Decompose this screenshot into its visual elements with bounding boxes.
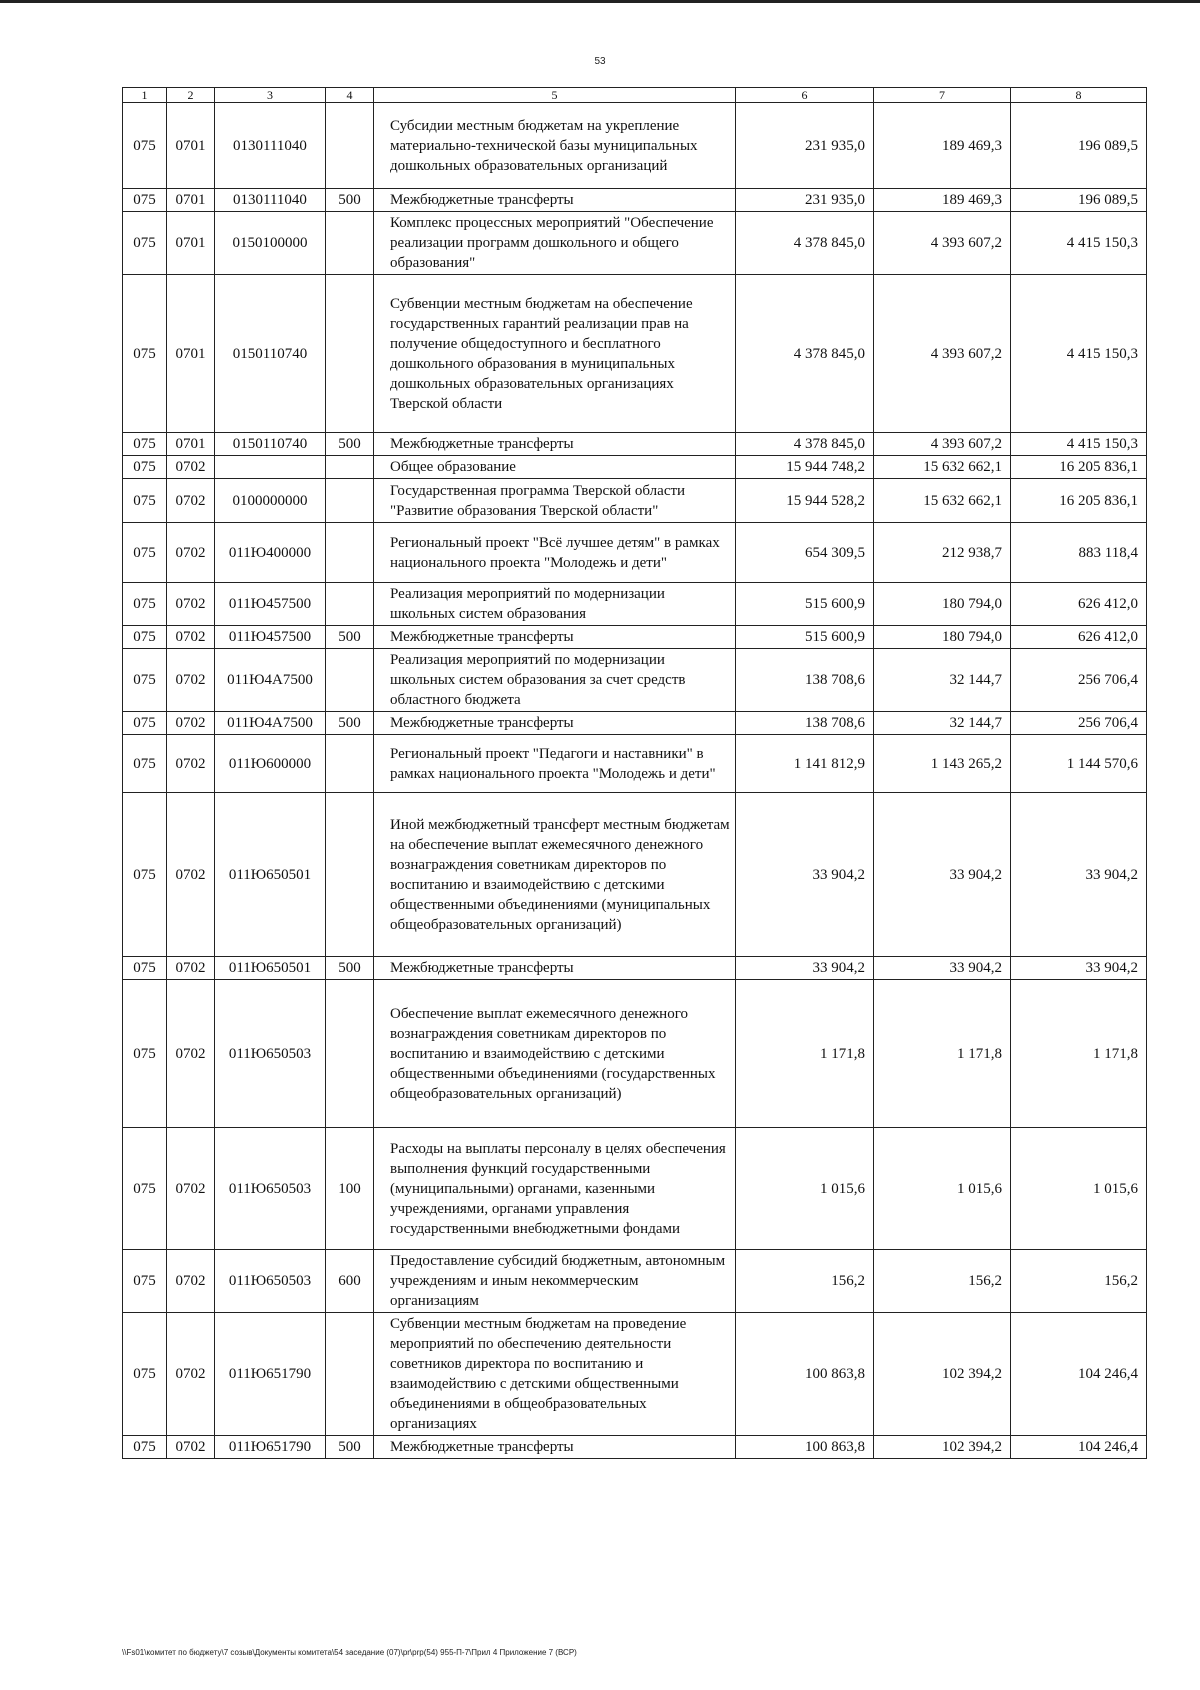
item-description-cell: Предоставление субсидий бюджетным, автономным учреждениям и иным некоммерческим организациям xyxy=(374,1250,736,1313)
expense-type-code-cell xyxy=(326,583,374,626)
section-code-cell: 0702 xyxy=(167,980,215,1128)
expense-type-code-cell xyxy=(326,212,374,275)
expense-type-code-cell xyxy=(326,456,374,479)
admin-code-cell: 075 xyxy=(123,479,167,523)
expense-type-code-cell xyxy=(326,479,374,523)
amount-year-2-cell: 15 632 662,1 xyxy=(874,479,1011,523)
amount-year-1-cell: 156,2 xyxy=(736,1250,874,1313)
amount-year-3-cell: 104 246,4 xyxy=(1011,1313,1147,1436)
admin-code-cell: 075 xyxy=(123,980,167,1128)
amount-year-2-cell: 102 394,2 xyxy=(874,1313,1011,1436)
section-code-cell: 0702 xyxy=(167,583,215,626)
admin-code-cell: 075 xyxy=(123,1436,167,1459)
amount-year-1-cell: 4 378 845,0 xyxy=(736,433,874,456)
table-row xyxy=(123,957,1147,980)
table-row xyxy=(123,1436,1147,1459)
target-item-code-cell: 0130111040 xyxy=(215,103,326,189)
admin-code-cell: 075 xyxy=(123,626,167,649)
item-description-cell: Межбюджетные трансферты xyxy=(374,712,736,735)
amount-year-3-cell: 626 412,0 xyxy=(1011,626,1147,649)
target-item-code-cell: 011Ю457500 xyxy=(215,583,326,626)
section-code-cell: 0702 xyxy=(167,1128,215,1250)
admin-code-cell: 075 xyxy=(123,212,167,275)
target-item-code-cell: 011Ю650503 xyxy=(215,1128,326,1250)
amount-year-1-cell: 15 944 528,2 xyxy=(736,479,874,523)
target-item-code-cell: 011Ю4А7500 xyxy=(215,649,326,712)
amount-year-2-cell: 1 143 265,2 xyxy=(874,735,1011,793)
table-row xyxy=(123,212,1147,275)
table-row xyxy=(123,1128,1147,1250)
amount-year-3-cell: 196 089,5 xyxy=(1011,103,1147,189)
amount-year-1-cell: 138 708,6 xyxy=(736,712,874,735)
admin-code-cell: 075 xyxy=(123,433,167,456)
item-description-cell: Расходы на выплаты персоналу в целях обеспечения выполнения функций государственными (муниципальными) органами, казенными учреждениями, органами управления государственными внебюджетными фондами xyxy=(374,1128,736,1250)
file-path-footer: \\Fs01\комитет по бюджету\7 созыв\Документы комитета\54 заседание (07)\pr\prp(54) 955-П-7\Прил 4 Приложение 7 (ВСР) xyxy=(122,1648,577,1657)
amount-year-1-cell: 1 141 812,9 xyxy=(736,735,874,793)
amount-year-3-cell: 1 015,6 xyxy=(1011,1128,1147,1250)
amount-year-3-cell: 256 706,4 xyxy=(1011,649,1147,712)
section-code-cell: 0702 xyxy=(167,712,215,735)
amount-year-3-cell: 4 415 150,3 xyxy=(1011,275,1147,433)
section-code-cell: 0702 xyxy=(167,523,215,583)
item-description-cell: Субсидии местным бюджетам на укрепление материально-технической базы муниципальных дошкольных образовательных организаций xyxy=(374,103,736,189)
section-code-cell: 0702 xyxy=(167,456,215,479)
amount-year-1-cell: 138 708,6 xyxy=(736,649,874,712)
target-item-code-cell: 011Ю651790 xyxy=(215,1313,326,1436)
column-number-cell: 6 xyxy=(736,88,874,103)
amount-year-2-cell: 180 794,0 xyxy=(874,583,1011,626)
admin-code-cell: 075 xyxy=(123,583,167,626)
item-description-cell: Региональный проект "Педагоги и наставники" в рамках национального проекта "Молодежь и дети" xyxy=(374,735,736,793)
amount-year-3-cell: 156,2 xyxy=(1011,1250,1147,1313)
amount-year-3-cell: 626 412,0 xyxy=(1011,583,1147,626)
amount-year-1-cell: 100 863,8 xyxy=(736,1313,874,1436)
column-number-cell: 7 xyxy=(874,88,1011,103)
admin-code-cell: 075 xyxy=(123,103,167,189)
target-item-code-cell: 0150110740 xyxy=(215,275,326,433)
amount-year-3-cell: 4 415 150,3 xyxy=(1011,212,1147,275)
budget-table-container xyxy=(122,87,1147,1459)
expense-type-code-cell xyxy=(326,103,374,189)
section-code-cell: 0702 xyxy=(167,626,215,649)
admin-code-cell: 075 xyxy=(123,456,167,479)
expense-type-code-cell: 500 xyxy=(326,433,374,456)
column-number-header-row xyxy=(123,88,1147,103)
amount-year-1-cell: 1 171,8 xyxy=(736,980,874,1128)
amount-year-2-cell: 15 632 662,1 xyxy=(874,456,1011,479)
table-row xyxy=(123,433,1147,456)
table-row xyxy=(123,649,1147,712)
amount-year-3-cell: 1 171,8 xyxy=(1011,980,1147,1128)
item-description-cell: Комплекс процессных мероприятий "Обеспечение реализации программ дошкольного и общего образования" xyxy=(374,212,736,275)
section-code-cell: 0702 xyxy=(167,957,215,980)
target-item-code-cell: 011Ю457500 xyxy=(215,626,326,649)
item-description-cell: Межбюджетные трансферты xyxy=(374,189,736,212)
amount-year-1-cell: 33 904,2 xyxy=(736,957,874,980)
item-description-cell: Субвенции местным бюджетам на проведение мероприятий по обеспечению деятельности советников директора по воспитанию и взаимодействию с детскими общественными объединениями в общеобразовательных организациях xyxy=(374,1313,736,1436)
table-row xyxy=(123,735,1147,793)
amount-year-2-cell: 33 904,2 xyxy=(874,957,1011,980)
target-item-code-cell: 0100000000 xyxy=(215,479,326,523)
item-description-cell: Межбюджетные трансферты xyxy=(374,1436,736,1459)
amount-year-1-cell: 33 904,2 xyxy=(736,793,874,957)
amount-year-2-cell: 33 904,2 xyxy=(874,793,1011,957)
admin-code-cell: 075 xyxy=(123,1313,167,1436)
amount-year-2-cell: 156,2 xyxy=(874,1250,1011,1313)
admin-code-cell: 075 xyxy=(123,523,167,583)
table-row xyxy=(123,456,1147,479)
table-row xyxy=(123,583,1147,626)
amount-year-2-cell: 189 469,3 xyxy=(874,103,1011,189)
item-description-cell: Субвенции местным бюджетам на обеспечение государственных гарантий реализации прав на получение общедоступного и бесплатного дошкольного образования в муниципальных дошкольных образовательных организациях Тверской области xyxy=(374,275,736,433)
section-code-cell: 0702 xyxy=(167,1313,215,1436)
section-code-cell: 0702 xyxy=(167,793,215,957)
item-description-cell: Иной межбюджетный трансферт местным бюджетам на обеспечение выплат ежемесячного денежного вознаграждения советникам директоров по воспитанию и взаимодействию с детскими общественными объединениями (муниципальных общеобразовательных организаций) xyxy=(374,793,736,957)
admin-code-cell: 075 xyxy=(123,793,167,957)
amount-year-1-cell: 231 935,0 xyxy=(736,189,874,212)
amount-year-3-cell: 256 706,4 xyxy=(1011,712,1147,735)
column-number-cell: 1 xyxy=(123,88,167,103)
admin-code-cell: 075 xyxy=(123,712,167,735)
admin-code-cell: 075 xyxy=(123,189,167,212)
admin-code-cell: 075 xyxy=(123,735,167,793)
target-item-code-cell: 011Ю650501 xyxy=(215,957,326,980)
amount-year-2-cell: 1 171,8 xyxy=(874,980,1011,1128)
amount-year-1-cell: 4 378 845,0 xyxy=(736,275,874,433)
amount-year-2-cell: 1 015,6 xyxy=(874,1128,1011,1250)
amount-year-2-cell: 4 393 607,2 xyxy=(874,433,1011,456)
amount-year-1-cell: 654 309,5 xyxy=(736,523,874,583)
target-item-code-cell xyxy=(215,456,326,479)
section-code-cell: 0702 xyxy=(167,479,215,523)
amount-year-2-cell: 102 394,2 xyxy=(874,1436,1011,1459)
item-description-cell: Реализация мероприятий по модернизации школьных систем образования за счет средств областного бюджета xyxy=(374,649,736,712)
amount-year-1-cell: 1 015,6 xyxy=(736,1128,874,1250)
table-row xyxy=(123,189,1147,212)
expense-type-code-cell: 500 xyxy=(326,626,374,649)
item-description-cell: Обеспечение выплат ежемесячного денежного вознаграждения советникам директоров по воспитанию и взаимодействию с детскими общественными объединениями (государственных общеобразовательных организаций) xyxy=(374,980,736,1128)
table-row xyxy=(123,523,1147,583)
section-code-cell: 0702 xyxy=(167,1436,215,1459)
amount-year-2-cell: 4 393 607,2 xyxy=(874,275,1011,433)
expense-type-code-cell: 600 xyxy=(326,1250,374,1313)
target-item-code-cell: 011Ю650503 xyxy=(215,980,326,1128)
admin-code-cell: 075 xyxy=(123,275,167,433)
amount-year-3-cell: 16 205 836,1 xyxy=(1011,479,1147,523)
amount-year-1-cell: 231 935,0 xyxy=(736,103,874,189)
amount-year-2-cell: 32 144,7 xyxy=(874,649,1011,712)
amount-year-1-cell: 515 600,9 xyxy=(736,583,874,626)
target-item-code-cell: 011Ю400000 xyxy=(215,523,326,583)
amount-year-3-cell: 4 415 150,3 xyxy=(1011,433,1147,456)
table-row xyxy=(123,793,1147,957)
amount-year-2-cell: 180 794,0 xyxy=(874,626,1011,649)
table-row xyxy=(123,1313,1147,1436)
admin-code-cell: 075 xyxy=(123,1250,167,1313)
amount-year-1-cell: 100 863,8 xyxy=(736,1436,874,1459)
amount-year-2-cell: 212 938,7 xyxy=(874,523,1011,583)
admin-code-cell: 075 xyxy=(123,649,167,712)
expense-type-code-cell xyxy=(326,523,374,583)
expense-type-code-cell xyxy=(326,1313,374,1436)
amount-year-2-cell: 32 144,7 xyxy=(874,712,1011,735)
page-top-edge xyxy=(0,0,1200,3)
expense-type-code-cell xyxy=(326,275,374,433)
amount-year-3-cell: 196 089,5 xyxy=(1011,189,1147,212)
expense-type-code-cell xyxy=(326,793,374,957)
target-item-code-cell: 011Ю650501 xyxy=(215,793,326,957)
amount-year-3-cell: 104 246,4 xyxy=(1011,1436,1147,1459)
table-row xyxy=(123,275,1147,433)
column-number-cell: 4 xyxy=(326,88,374,103)
column-number-cell: 8 xyxy=(1011,88,1147,103)
item-description-cell: Государственная программа Тверской области "Развитие образования Тверской области" xyxy=(374,479,736,523)
amount-year-2-cell: 4 393 607,2 xyxy=(874,212,1011,275)
amount-year-1-cell: 4 378 845,0 xyxy=(736,212,874,275)
target-item-code-cell: 0130111040 xyxy=(215,189,326,212)
expense-type-code-cell: 500 xyxy=(326,957,374,980)
column-number-cell: 2 xyxy=(167,88,215,103)
table-row xyxy=(123,103,1147,189)
amount-year-1-cell: 15 944 748,2 xyxy=(736,456,874,479)
section-code-cell: 0701 xyxy=(167,103,215,189)
section-code-cell: 0702 xyxy=(167,649,215,712)
table-row xyxy=(123,712,1147,735)
section-code-cell: 0701 xyxy=(167,189,215,212)
expense-type-code-cell: 500 xyxy=(326,189,374,212)
target-item-code-cell: 011Ю4А7500 xyxy=(215,712,326,735)
section-code-cell: 0701 xyxy=(167,212,215,275)
expense-type-code-cell: 100 xyxy=(326,1128,374,1250)
column-number-cell: 3 xyxy=(215,88,326,103)
expense-type-code-cell: 500 xyxy=(326,1436,374,1459)
table-row xyxy=(123,626,1147,649)
amount-year-1-cell: 515 600,9 xyxy=(736,626,874,649)
target-item-code-cell: 011Ю600000 xyxy=(215,735,326,793)
expense-type-code-cell: 500 xyxy=(326,712,374,735)
amount-year-3-cell: 16 205 836,1 xyxy=(1011,456,1147,479)
item-description-cell: Межбюджетные трансферты xyxy=(374,957,736,980)
item-description-cell: Реализация мероприятий по модернизации школьных систем образования xyxy=(374,583,736,626)
amount-year-3-cell: 33 904,2 xyxy=(1011,793,1147,957)
table-row xyxy=(123,479,1147,523)
item-description-cell: Межбюджетные трансферты xyxy=(374,626,736,649)
amount-year-2-cell: 189 469,3 xyxy=(874,189,1011,212)
budget-table xyxy=(122,87,1147,1459)
column-number-cell: 5 xyxy=(374,88,736,103)
table-row xyxy=(123,980,1147,1128)
target-item-code-cell: 0150100000 xyxy=(215,212,326,275)
section-code-cell: 0701 xyxy=(167,433,215,456)
expense-type-code-cell xyxy=(326,649,374,712)
page-number: 53 xyxy=(594,56,606,67)
target-item-code-cell: 011Ю651790 xyxy=(215,1436,326,1459)
section-code-cell: 0702 xyxy=(167,735,215,793)
section-code-cell: 0701 xyxy=(167,275,215,433)
admin-code-cell: 075 xyxy=(123,1128,167,1250)
expense-type-code-cell xyxy=(326,980,374,1128)
amount-year-3-cell: 33 904,2 xyxy=(1011,957,1147,980)
item-description-cell: Региональный проект "Всё лучшее детям" в рамках национального проекта "Молодежь и дети" xyxy=(374,523,736,583)
section-code-cell: 0702 xyxy=(167,1250,215,1313)
amount-year-3-cell: 883 118,4 xyxy=(1011,523,1147,583)
target-item-code-cell: 011Ю650503 xyxy=(215,1250,326,1313)
item-description-cell: Межбюджетные трансферты xyxy=(374,433,736,456)
amount-year-3-cell: 1 144 570,6 xyxy=(1011,735,1147,793)
item-description-cell: Общее образование xyxy=(374,456,736,479)
target-item-code-cell: 0150110740 xyxy=(215,433,326,456)
expense-type-code-cell xyxy=(326,735,374,793)
admin-code-cell: 075 xyxy=(123,957,167,980)
table-row xyxy=(123,1250,1147,1313)
